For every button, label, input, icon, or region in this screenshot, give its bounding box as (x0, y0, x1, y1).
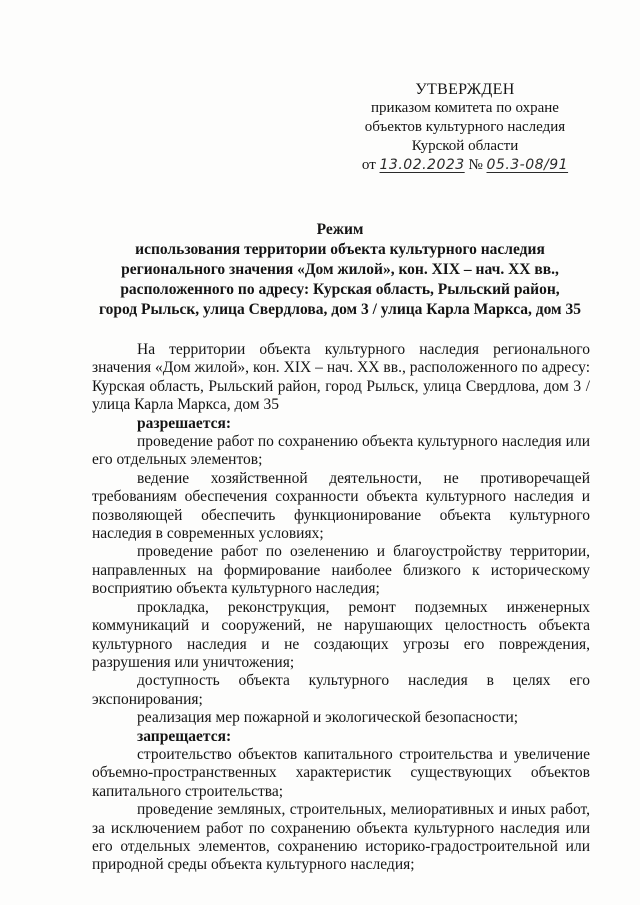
list-item: доступность объекта культурного наследия в целях его экспонирования; (92, 672, 590, 708)
title-line: регионального значения «Дом жилой», кон. XIX – нач. XX вв., (121, 261, 559, 278)
approval-line: объектов культурного наследия (364, 119, 566, 135)
list-item: строительство объектов капитального строительства и увеличение объемно-пространственных характеристик существующих объектов капитального строительства; (92, 745, 590, 800)
allowed-label: разрешается: (137, 414, 232, 432)
approval-date-number-line (340, 156, 590, 175)
number-prefix: № (468, 157, 483, 173)
document-title (90, 220, 590, 320)
title-line: город Рыльск, улица Свердлова, дом 3 / улица Карла Маркса, дом 35 (98, 301, 581, 318)
approval-line: Курской области (411, 138, 519, 154)
list-item: проведение земляных, строительных, мелиоративных и иных работ, за исключением работ по сохранению объекта культурного наследия или его отдельных элементов, сохранению историко-градостроительной или природной среды объекта культурного наследия; (92, 801, 590, 874)
title-line: Режим (316, 221, 364, 238)
list-item: ведение хозяйственной деятельности, не противоречащей требованиям обеспечения сохранности объекта культурного наследия и позволяющей обеспечить функционирование объекта культурного наследия в современных условиях; (92, 469, 590, 543)
date-prefix: от (361, 157, 376, 173)
document-body (92, 341, 590, 875)
forbidden-label: запрещается: (137, 727, 232, 745)
intro-paragraph: На территории объекта культурного наследия регионального значения «Дом жилой», кон. XIX – нач. XX вв., расположенного по адресу: Курская область, Рыльский район, город Рыльск, улица Свердлова, дом 3 / улица Карла Маркса, дом 35 (92, 341, 590, 414)
title-line: использования территории объекта культурного наследия (135, 241, 545, 258)
handwritten-number: 05.3-08/91 (486, 157, 569, 173)
list-item: прокладка, реконструкция, ремонт подземных инженерных коммуникаций и сооружений, не нарушающих целостность объекта культурного наследия и не создающих угрозы его повреждения, разрушения или уничтожения; (92, 598, 590, 671)
handwritten-date: 13.02.2023 (379, 157, 465, 173)
list-item: проведение работ по озеленению и благоустройству территории, направленных на формирование наиболее близкого к историческому восприятию объекта культурного наследия; (92, 543, 590, 598)
list-item: проведение работ по сохранению объекта культурного наследия или его отдельных элементов; (92, 433, 590, 469)
approval-heading: УТВЕРЖДЕН (415, 81, 515, 98)
approval-stamp-block (340, 80, 590, 175)
list-item: реализация мер пожарной и экологической безопасности; (137, 709, 519, 727)
approval-line: приказом комитета по охране (371, 100, 559, 116)
title-line: расположенного по адресу: Курская область, Рыльский район, (120, 281, 560, 298)
